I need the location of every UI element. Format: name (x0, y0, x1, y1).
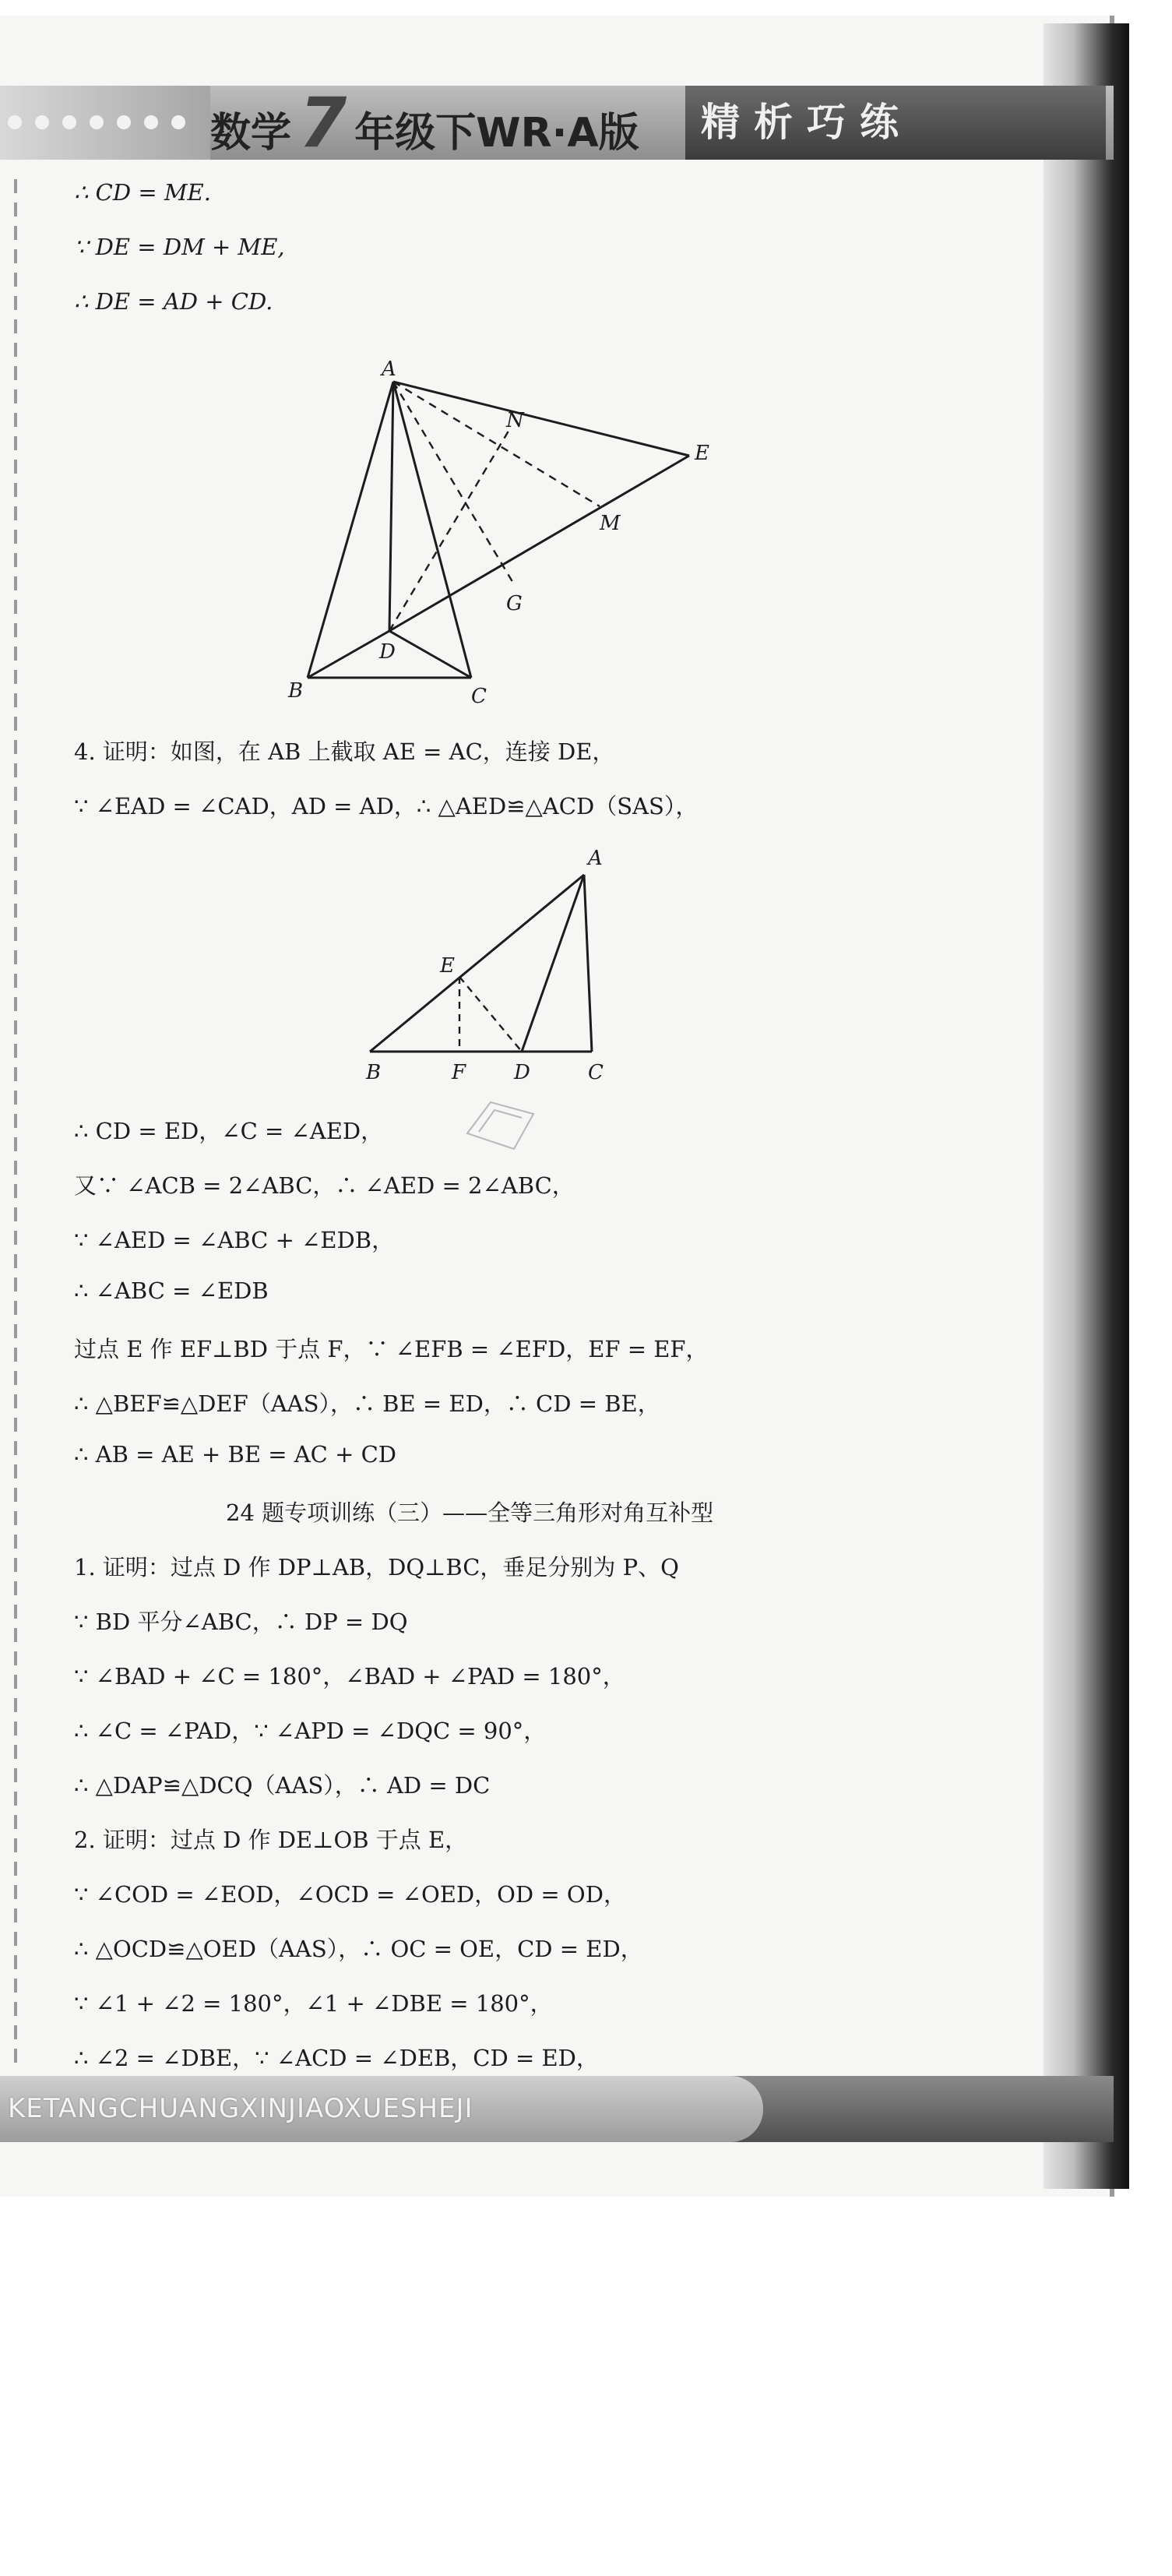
vertex-label-a: A (382, 358, 396, 381)
vertex-label-e: E (695, 442, 709, 465)
dot-decoration (35, 115, 49, 129)
book-stamp-icon (459, 1087, 545, 1157)
vertex-label-f: F (452, 1061, 466, 1083)
proof-line: ∴ DE = AD + CD. (74, 288, 273, 315)
proof-line: ∵ ∠EAD = ∠CAD，AD = AD，∴ △AED≌△ACD（SAS）， (74, 793, 699, 819)
vertex-label-c: C (471, 685, 487, 708)
proof-line: ∴ CD = ME. (74, 179, 211, 206)
grade-number: 7 (299, 83, 347, 163)
vertex-label-e: E (440, 954, 455, 978)
proof-line: ∴ △DAP≌△DCQ（AAS），∴ AD = DC (74, 1772, 491, 1799)
series-tag: 精析巧练 (685, 86, 1106, 160)
vertex-label-n: N (506, 409, 524, 432)
proof-line: ∵ ∠BAD + ∠C = 180°，∠BAD + ∠PAD = 180°， (74, 1663, 625, 1690)
dot-decoration (62, 115, 76, 129)
dot-decoration (8, 115, 22, 129)
proof-line: ∵ ∠AED = ∠ABC + ∠EDB， (74, 1227, 395, 1253)
vertex-label-d: D (379, 640, 396, 664)
proof-line: 1. 证明：过点 D 作 DP⊥AB，DQ⊥BC，垂足分别为 P、Q (74, 1554, 679, 1580)
proof-line: ∵ DE = DM + ME, (74, 234, 285, 260)
book-page (0, 16, 1114, 2197)
page-curl (1044, 23, 1129, 2189)
proof-line: ∵ BD 平分∠ABC，∴ DP = DQ (74, 1609, 408, 1635)
vertex-label-b: B (288, 679, 304, 703)
vertex-label-d: D (514, 1061, 530, 1083)
proof-line: ∵ ∠1 + ∠2 = 180°，∠1 + ∠DBE = 180°， (74, 1990, 553, 2017)
proof-line: 又∵ ∠ACB = 2∠ABC，∴ ∠AED = 2∠ABC， (74, 1172, 575, 1199)
binding-edge (14, 179, 17, 2072)
proof-line: ∴ ∠C = ∠PAD，∵ ∠APD = ∠DQC = 90°， (74, 1718, 547, 1744)
proof-line: ∴ CD = ED，∠C = ∠AED， (74, 1118, 384, 1144)
dot-decoration (117, 115, 131, 129)
proof-line: ∴ ∠2 = ∠DBE，∵ ∠ACD = ∠DEB，CD = ED， (74, 2045, 599, 2071)
subject-label: 数学 (210, 110, 292, 157)
vertex-label-g: G (506, 592, 523, 615)
book-title (210, 83, 639, 163)
proof-line: ∵ ∠COD = ∠EOD，∠OCD = ∠OED，OD = OD， (74, 1881, 626, 1908)
header-dot-strip (0, 86, 210, 160)
proof-line: ∴ AB = AE + BE = AC + CD (74, 1441, 397, 1468)
vertex-label-m: M (600, 512, 621, 535)
grade-suffix: 年级下WR·A版 (354, 110, 639, 157)
triangle-figure-1 (280, 351, 716, 717)
triangle-figure-2 (354, 841, 666, 1083)
proof-line: ∴ △BEF≌△DEF（AAS），∴ BE = ED，∴ CD = BE， (74, 1390, 660, 1417)
dot-decoration (144, 115, 158, 129)
proof-line: ∴ ∠ABC = ∠EDB (74, 1277, 269, 1304)
proof-line: 2. 证明：过点 D 作 DE⊥OB 于点 E， (74, 1827, 468, 1853)
vertex-label-a: A (588, 847, 603, 870)
footer-text: KETANGCHUANGXINJIAOXUESHEJI (0, 2076, 763, 2142)
vertex-label-b: B (366, 1061, 382, 1083)
page-header (0, 83, 1114, 163)
page-footer (0, 2076, 1114, 2142)
dot-decoration (171, 115, 185, 129)
proof-line: ∴ △OCD≌△OED（AAS），∴ OC = OE，CD = ED， (74, 1936, 643, 1962)
dot-decoration (90, 115, 104, 129)
proof-line: 4. 证明：如图，在 AB 上截取 AE = AC，连接 DE， (74, 738, 615, 765)
vertex-label-c: C (588, 1061, 604, 1083)
proof-line: 过点 E 作 EF⊥BD 于点 F，∵ ∠EFB = ∠EFD，EF = EF， (74, 1336, 709, 1362)
section-title: 24 题专项训练（三）——全等三角形对角互补型 (226, 1499, 714, 1526)
